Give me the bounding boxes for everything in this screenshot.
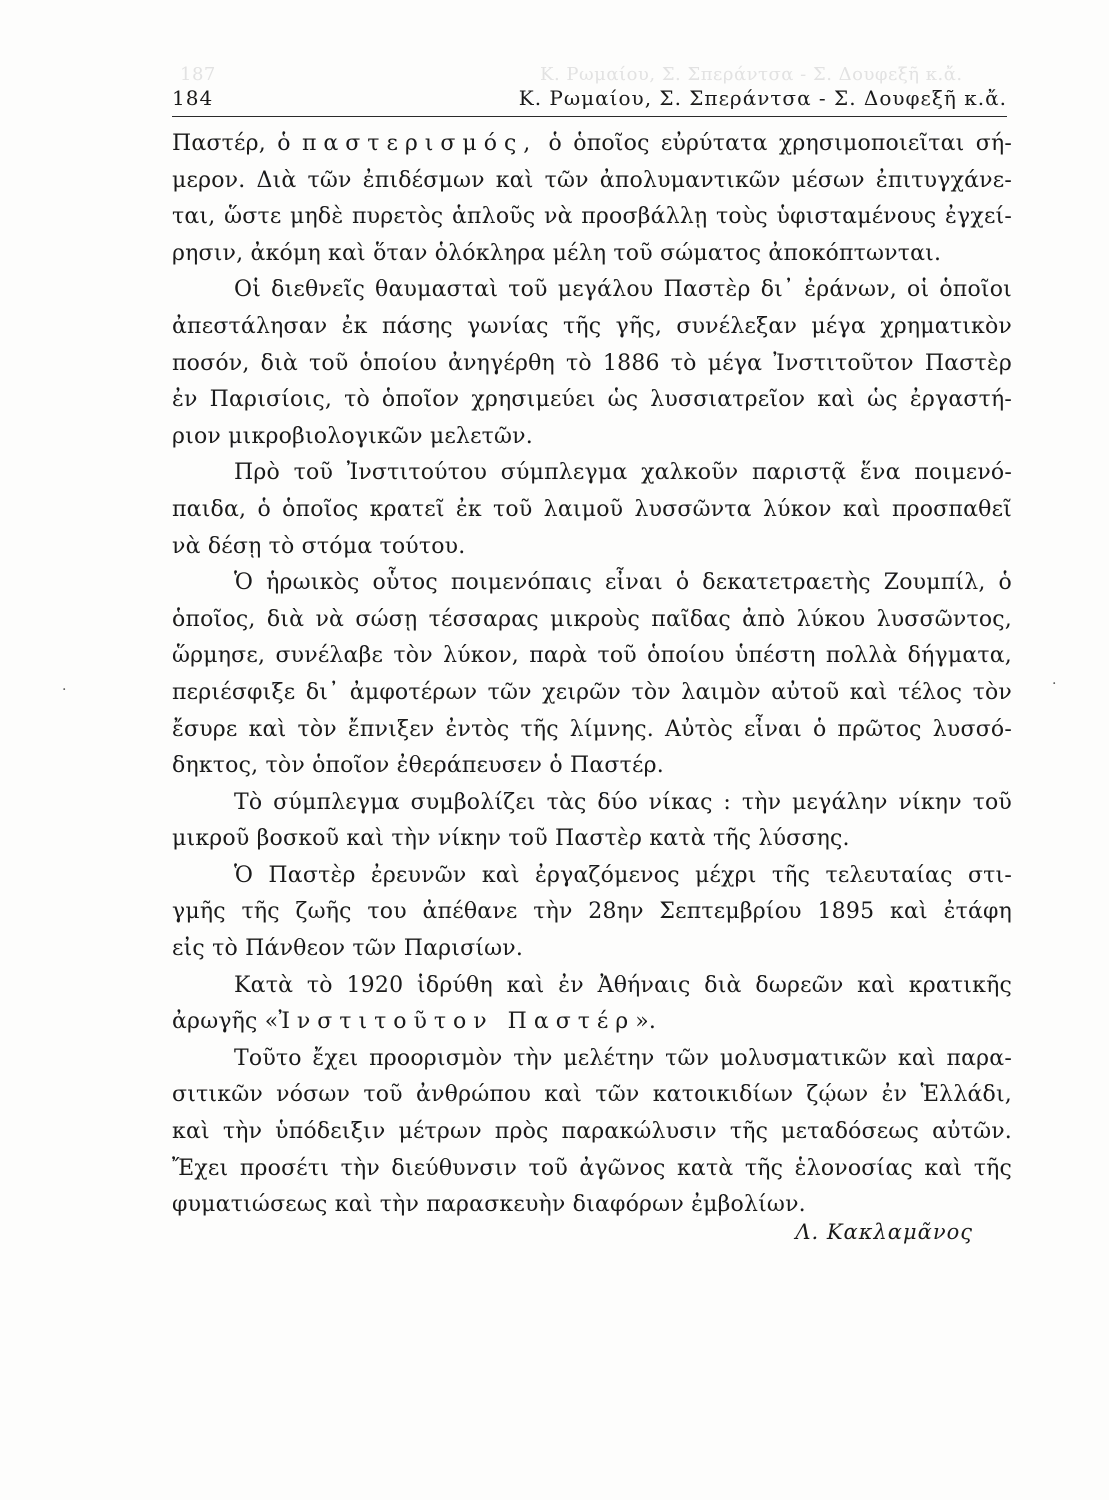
paragraph-start: Πρὸ τοῦ Ἰνστιτούτου σύμπλεγμα χαλκοῦν παριστᾷ ἕνα ποιμενό- [234,460,1012,486]
text-line: ἀρωγῆς «Ἰνστιτοῦτον Παστέρ». [172,1009,657,1035]
paragraph-start: Ὁ ἡρωικὸς οὗτος ποιμενόπαις εἶναι ὁ δεκατετραετὴς Ζουμπίλ, ὁ [234,570,1012,596]
running-head: Κ. Ρωμαίου, Σ. Σπεράντσα - Σ. Δουφεξῆ κ.ἄ. [518,86,1007,110]
text-line: Παστέρ, ὁ παστερισμός, ὁ ὁποῖος εὐρύτατα χρησιμοποιεῖται σή- [172,131,1012,156]
text-line: νὰ δέσῃ τὸ στόμα τούτου. [172,533,466,559]
text-line: σιτικῶν νόσων τοῦ ἀνθρώπου καὶ τῶν κατοικιδίων ζῴων ἐν Ἑλλάδι, [172,1082,1012,1108]
text-line: ἀπεστάλησαν ἐκ πάσης γωνίας τῆς γῆς, συνέλεξαν μέγα χρηματικὸν [172,313,1012,339]
text-line: ποσόν, διὰ τοῦ ὁποίου ἀνηγέρθη τὸ 1886 τὸ μέγα Ἰνστιτοῦτον Παστὲρ [172,350,1012,376]
scan-speck: · [62,682,67,698]
spaced-term: Ἰνστιτοῦτον Παστέρ [278,1009,636,1035]
page-header [172,82,1007,117]
text-line: καὶ τὴν ὑπόδειξιν μέτρων πρὸς παρακώλυσιν τῆς μεταδόσεως αὐτῶν. [172,1119,1012,1145]
bleed-through-text: 187 [180,64,216,85]
text-line: ὁποῖος, διὰ νὰ σώσῃ τέσσαρας μικροὺς παῖδας ἀπὸ λύκου λυσσῶντος, [172,606,1012,632]
paragraph-start: Τὸ σύμπλεγμα συμβολίζει τὰς δύο νίκας : τὴν μεγάλην νίκην τοῦ [234,789,1012,815]
spaced-term: παστερισμός, [301,131,538,156]
page-number: 184 [172,86,214,110]
text-line: Ἔχει προσέτι τὴν διεύθυνσιν τοῦ ἀγῶνος κατὰ τῆς ἑλονοσίας καὶ τῆς [172,1155,1012,1181]
bleed-through-text: Κ. Ρωμαίου, Σ. Σπεράντσα - Σ. Δουφεξῆ κ.ἄ. [540,64,963,85]
text-line: φυματιώσεως καὶ τὴν παρασκευὴν διαφόρων ἐμβολίων. [172,1192,806,1218]
text-line: δηκτος, τὸν ὁποῖον ἐθεράπευσεν ὁ Παστέρ. [172,753,664,779]
scan-speck: · [1052,676,1057,692]
text-line: ριον μικροβιολογικῶν μελετῶν. [172,423,533,449]
paragraph-start: Ὁ Παστὲρ ἐρευνῶν καὶ ἐργαζόμενος μέχρι τῆς τελευταίας στι- [234,862,1012,888]
text-line: παιδα, ὁ ὁποῖος κρατεῖ ἐκ τοῦ λαιμοῦ λυσσῶντα λύκον καὶ προσπαθεῖ [172,496,1012,522]
author-signature: Λ. Κακλαμᾶνος [795,1220,973,1244]
text-line: γμῆς τῆς ζωῆς του ἀπέθανε τὴν 28ην Σεπτεμβρίου 1895 καὶ ἐτάφη [172,899,1012,925]
paragraph-start: Οἱ διεθνεῖς θαυμασταὶ τοῦ μεγάλου Παστὲρ δι᾽ ἐράνων, οἱ ὁποῖοι [234,277,1012,303]
text-line: μικροῦ βοσκοῦ καὶ τὴν νίκην τοῦ Παστὲρ κατὰ τῆς λύσσης. [172,826,850,852]
text-line: μερον. Διὰ τῶν ἐπιδέσμων καὶ τῶν ἀπολυμαντικῶν μέσων ἐπιτυγχάνε- [172,167,1012,193]
text-line: ἐν Παρισίοις, τὸ ὁποῖον χρησιμεύει ὡς λυσσιατρεῖον καὶ ὡς ἐργαστή- [172,387,1012,413]
paragraph-start: Τοῦτο ἔχει προορισμὸν τὴν μελέτην τῶν μολυσματικῶν καὶ παρα- [234,1045,1012,1071]
text-line: ὥρμησε, συνέλαβε τὸν λύκον, παρὰ τοῦ ὁποίου ὑπέστη πολλὰ δήγματα, [172,643,1012,669]
paragraph-start: Κατὰ τὸ 1920 ἱδρύθη καὶ ἐν Ἀθήναις διὰ δωρεῶν καὶ κρατικῆς [234,972,1012,998]
body-text [172,126,1012,1224]
text-line: ἔσυρε καὶ τὸν ἔπνιξεν ἐντὸς τῆς λίμνης. Αὐτὸς εἶναι ὁ πρῶτος λυσσό- [172,716,1012,742]
text-line: περιέσφιξε δι᾽ ἀμφοτέρων τῶν χειρῶν τὸν λαιμὸν αὐτοῦ καὶ τέλος τὸν [172,679,1012,705]
text-line: ρησιν, ἀκόμη καὶ ὅταν ὁλόκληρα μέλη τοῦ σώματος ἀποκόπτωνται. [172,240,942,266]
text-line: εἰς τὸ Πάνθεον τῶν Παρισίων. [172,936,524,962]
text-line: ται, ὥστε μηδὲ πυρετὸς ἁπλοῦς νὰ προσβάλλῃ τοὺς ὑφισταμένους ἐγχεί- [172,204,1012,230]
